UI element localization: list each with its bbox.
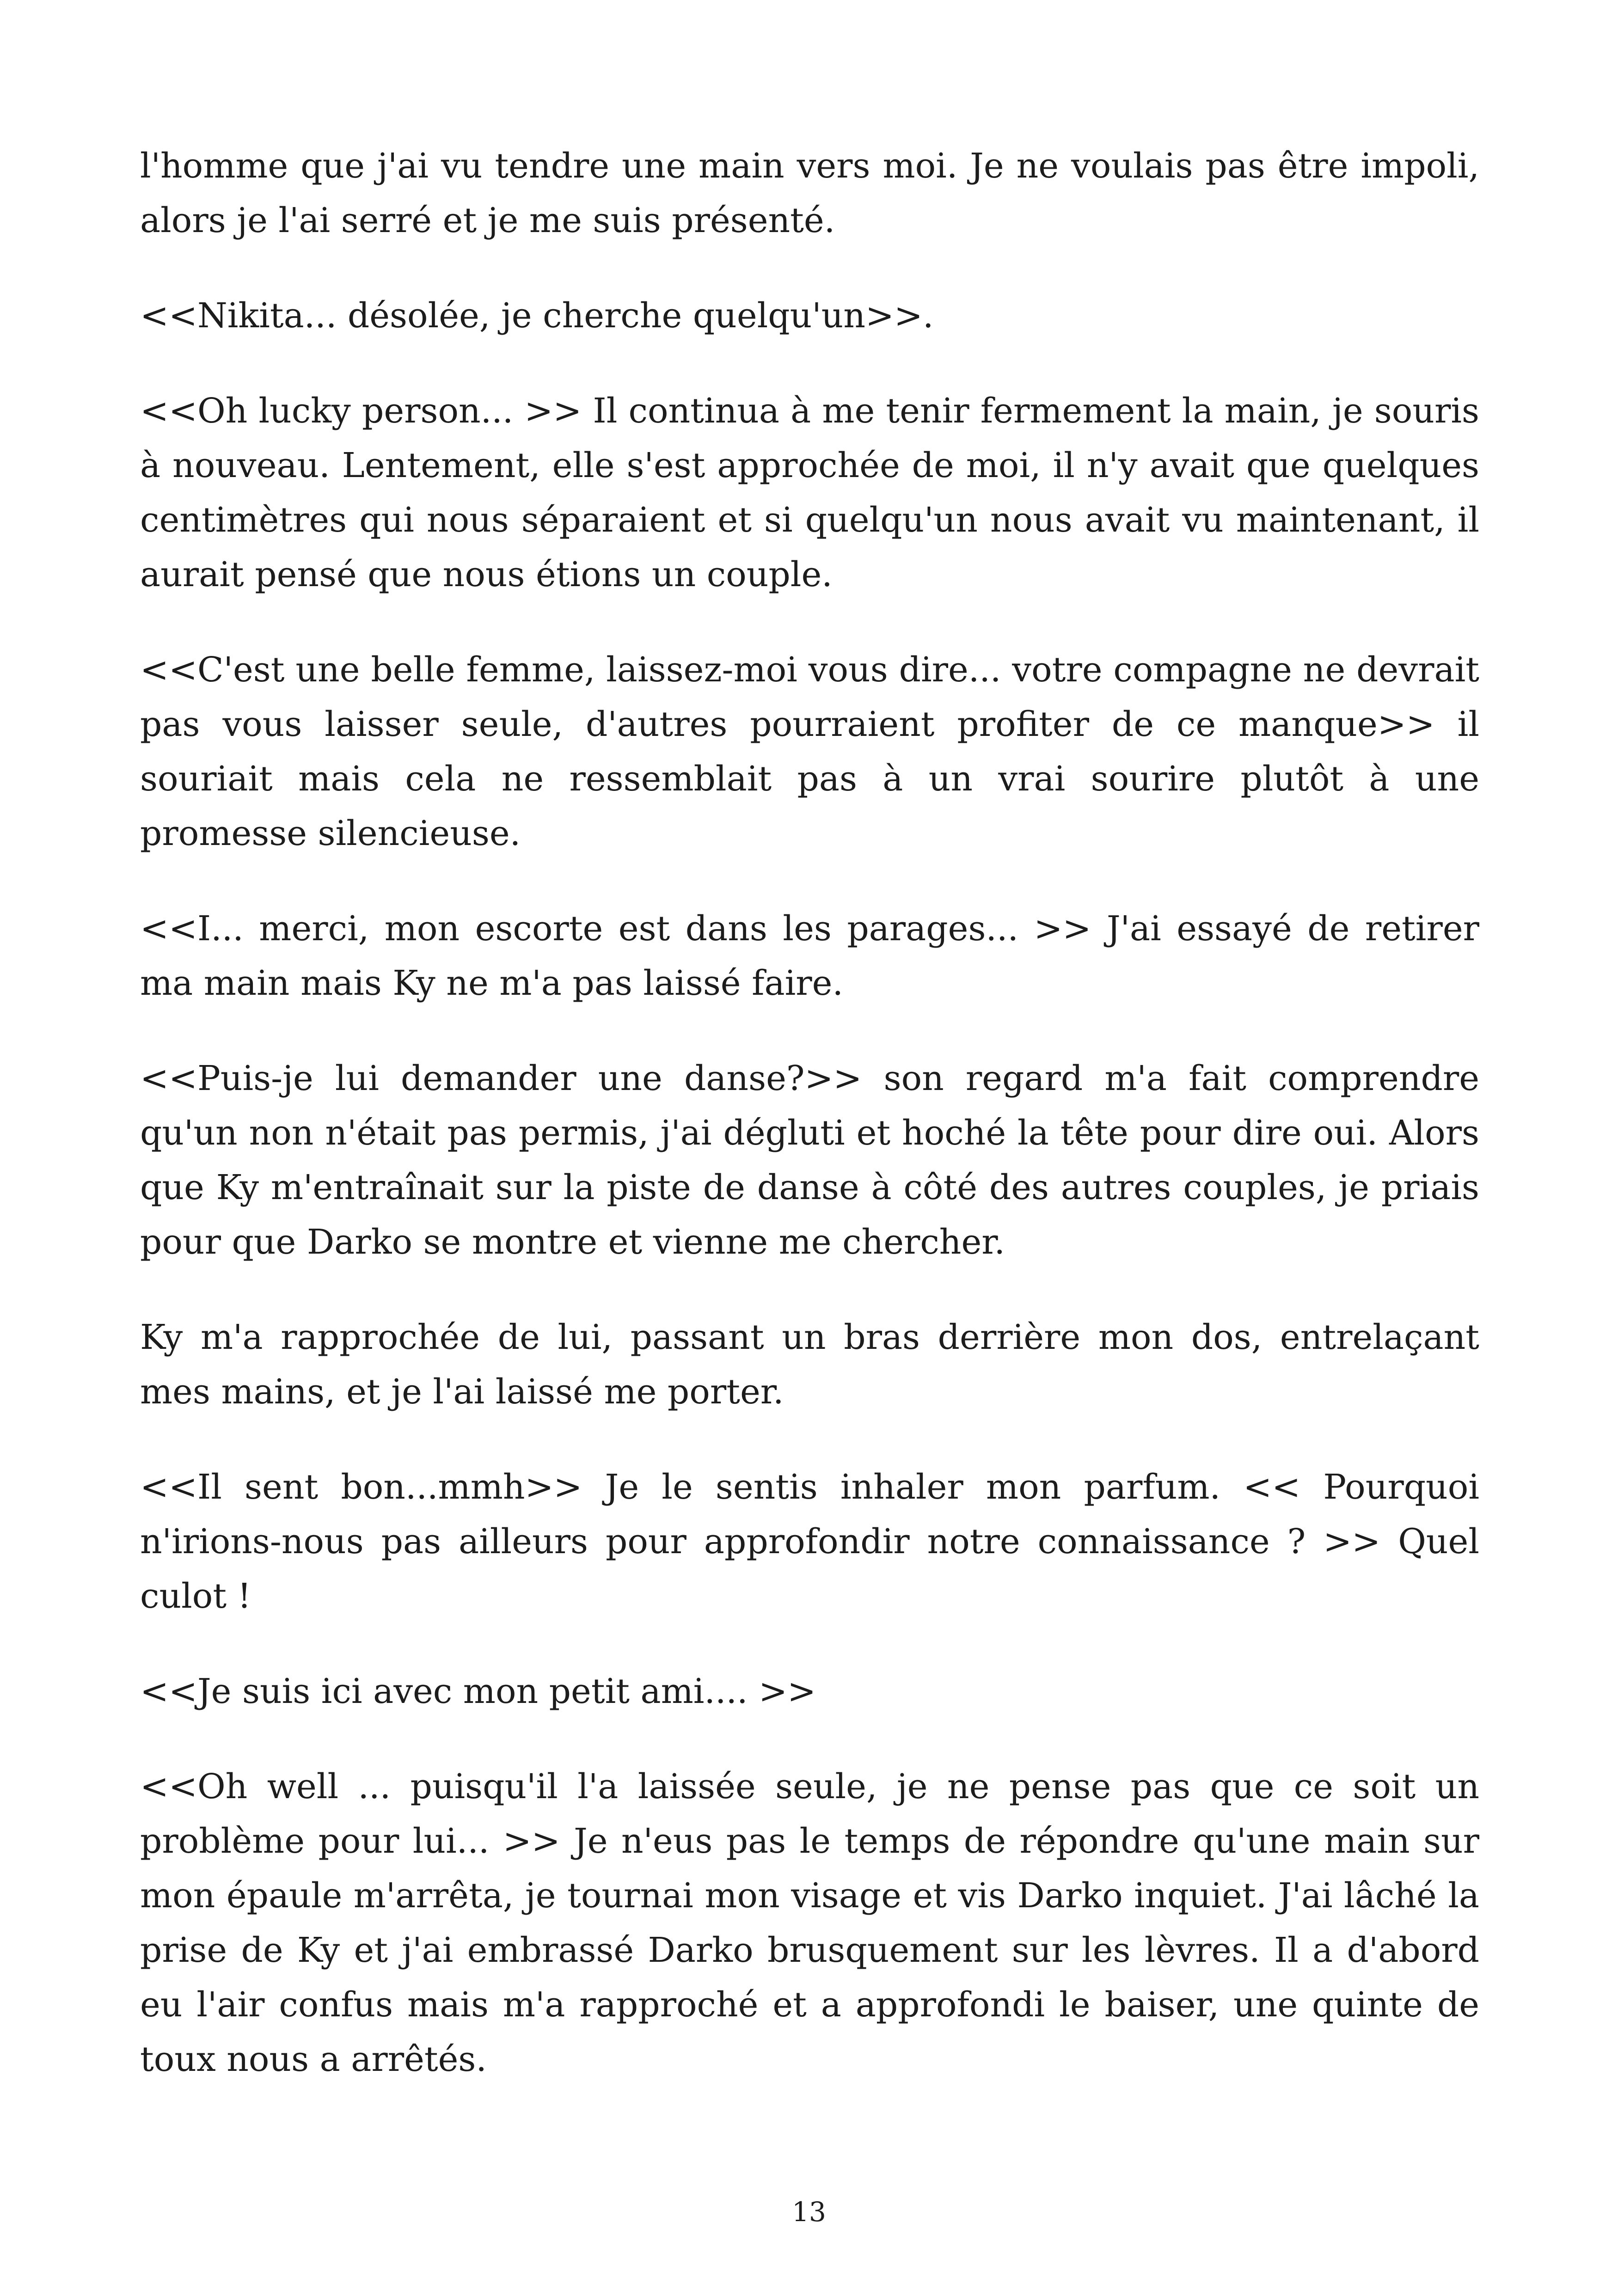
paragraph-8: <<Il sent bon...mmh>> Je le sentis inhaler mon parfum. << Pourquoi n'irions-nous pas ailleurs pour approfondir notre connaissance ? >> Quel culot ! [140,1467,1479,1616]
paragraph-7: Ky m'a rapprochée de lui, passant un bras derrière mon dos, entrelaçant mes mains, et je l'ai laissé me porter. [140,1317,1479,1412]
paragraph-5: <<I... merci, mon escorte est dans les parages... >> J'ai essayé de retirer ma main mais Ky ne m'a pas laissé faire. [140,909,1479,1003]
page-number: 13 [792,2196,826,2228]
body-text [140,139,1479,2127]
paragraph-3: <<Oh lucky person... >> Il continua à me tenir fermement la main, je souris à nouveau. Lentement, elle s'est approchée de moi, il n'y avait que quelques centimètres qui nous séparaient et si quelqu'un nous avait vu maintenant, il aurait pensé que nous étions un couple. [140,391,1479,594]
paragraph-6: <<Puis-je lui demander une danse?>> son regard m'a fait comprendre qu'un non n'était pas permis, j'ai dégluti et hoché la tête pour dire oui. Alors que Ky m'entraînait sur la piste de danse à côté des autres couples, je priais pour que Darko se montre et vienne me chercher. [140,1059,1479,1262]
paragraph-10: <<Oh well ... puisqu'il l'a laissée seule, je ne pense pas que ce soit un problème pour lui... >> Je n'eus pas le temps de répondre qu'une main sur mon épaule m'arrêta, je tournai mon visage et vis Darko inquiet. J'ai lâché la prise de Ky et j'ai embrassé Darko brusquement sur les lèvres. Il a d'abord eu l'air confus mais m'a rapproché et a approfondi le baiser, une quinte de toux nous a arrêtés. [140,1767,1479,2079]
paragraph-9: <<Je suis ici avec mon petit ami.... >> [140,1671,816,1711]
paragraph-2: <<Nikita... désolée, je cherche quelqu'un>>. [140,296,934,336]
paragraph-1: l'homme que j'ai vu tendre une main vers moi. Je ne voulais pas être impoli, alors je l'ai serré et je me suis présenté. [140,146,1479,240]
paragraph-4: <<C'est une belle femme, laissez-moi vous dire... votre compagne ne devrait pas vous laisser seule, d'autres pourraient profiter de ce manque>> il souriait mais cela ne ressemblait pas à un vrai sourire plutôt à une promesse silencieuse. [140,650,1479,853]
